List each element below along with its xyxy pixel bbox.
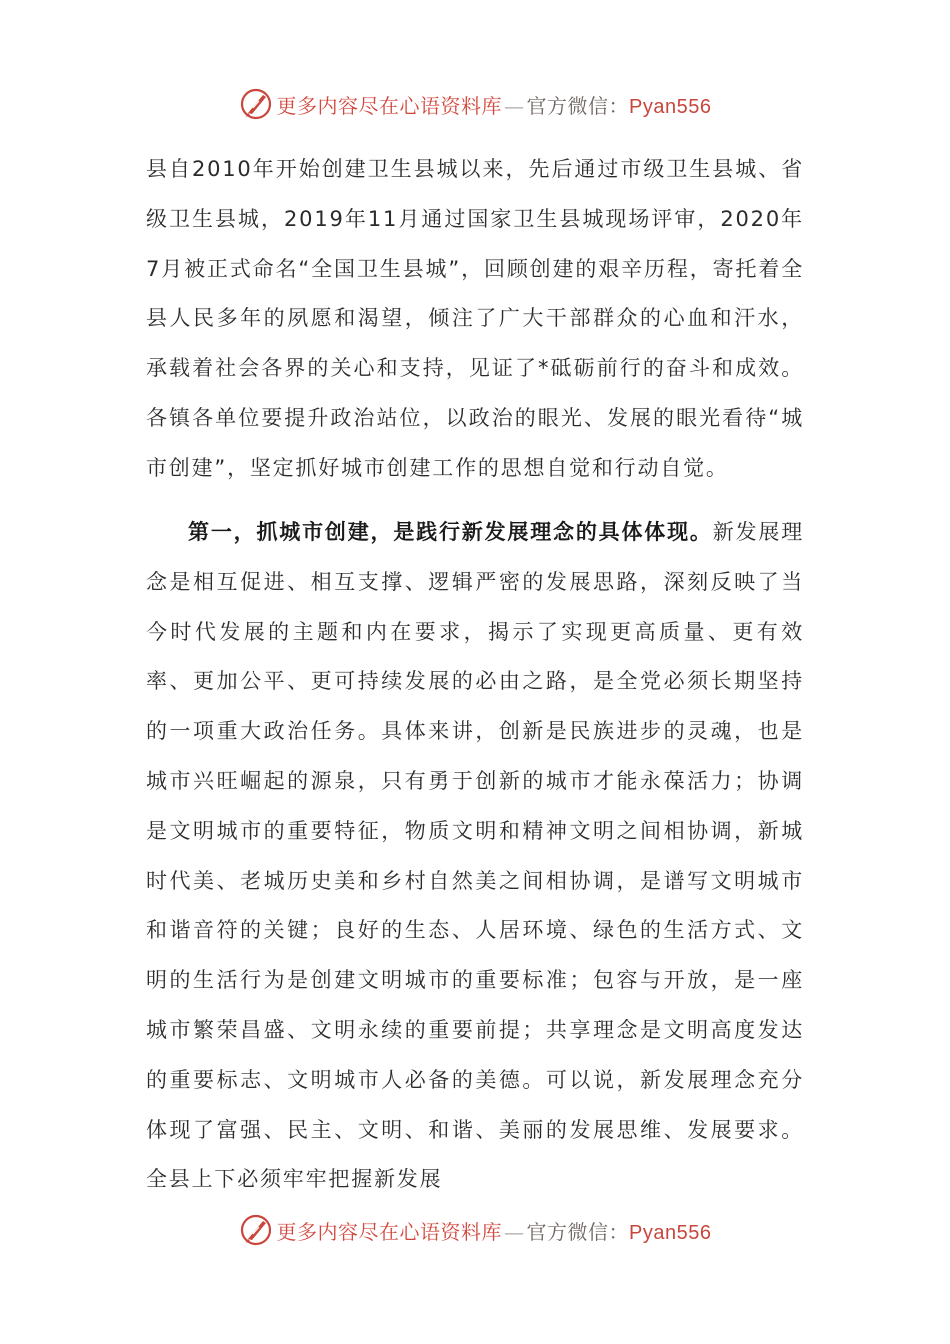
header-slogan: 更多内容尽在心语资料库 [276,93,503,118]
paragraph-2-body: 新发展理念是相互促进、相互支撑、逻辑严密的发展思路，深刻反映了当今时代发展的主题和内在要求，揭示了实现更高质量、更有效率、更加公平、更可持续发展的必由之路，是全党必须长期坚持的一项重大政治任务。具体来讲，创新是民族进步的灵魂，也是城市兴旺崛起的源泉，只有勇于创新的城市才能永葆活力；协调是文明城市的重要特征，物质文明和精神文明之间相协调，新城时代美、老城历史美和乡村自然美之间相协调，是谱写文明城市和谐音符的关键；良好的生态、人居环境、绿色的生活方式、文明的生活行为是创建文明城市的重要标准；包容与开放，是一座城市繁荣昌盛、文明永续的重要前提；共享理念是文明高度发达的重要标志、文明城市人必备的美德。可以说，新发展理念充分体现了富强、民主、文明、和谐、美丽的发展思维、发展要求。全县上下必须牢牢把握新发展 [146,520,804,1192]
footer-slogan: 更多内容尽在心语资料库 [276,1219,503,1244]
quill-pen-logo-icon [239,1213,273,1247]
footer-banner [0,1210,950,1250]
paragraph-2-text [146,508,804,1205]
footer-wechat-label: 官方微信： [526,1219,630,1244]
footer-dash: — [504,1219,525,1244]
footer-wechat-id: Pyan556 [629,1221,712,1244]
body-paragraph-1 [146,145,804,494]
header-wechat-id: Pyan556 [629,95,712,118]
paragraph-2-lead: 第一，抓城市创建，是践行新发展理念的具体体现。 [188,520,713,544]
paragraph-1-text: 县自2010年开始创建卫生县城以来，先后通过市级卫生县城、省级卫生县城，2019年11月通过国家卫生县城现场评审，2020年7月被正式命名“全国卫生县城”，回顾创建的艰辛历程，寄托着全县人民多年的夙愿和渴望，倾注了广大干部群众的心血和汗水，承载着社会各界的关心和支持，见证了*砥砺前行的奋斗和成效。各镇各单位要提升政治站位，以政治的眼光、发展的眼光看待“城市创建”，坚定抓好城市创建工作的思想自觉和行动自觉。 [146,157,804,480]
header-banner [0,84,950,124]
body-paragraph-2 [146,508,804,1205]
header-wechat-label: 官方微信： [526,93,630,118]
quill-pen-logo-icon [239,87,273,121]
footer-banner-text [277,1216,712,1245]
header-dash: — [504,93,525,118]
header-banner-text [277,90,712,119]
